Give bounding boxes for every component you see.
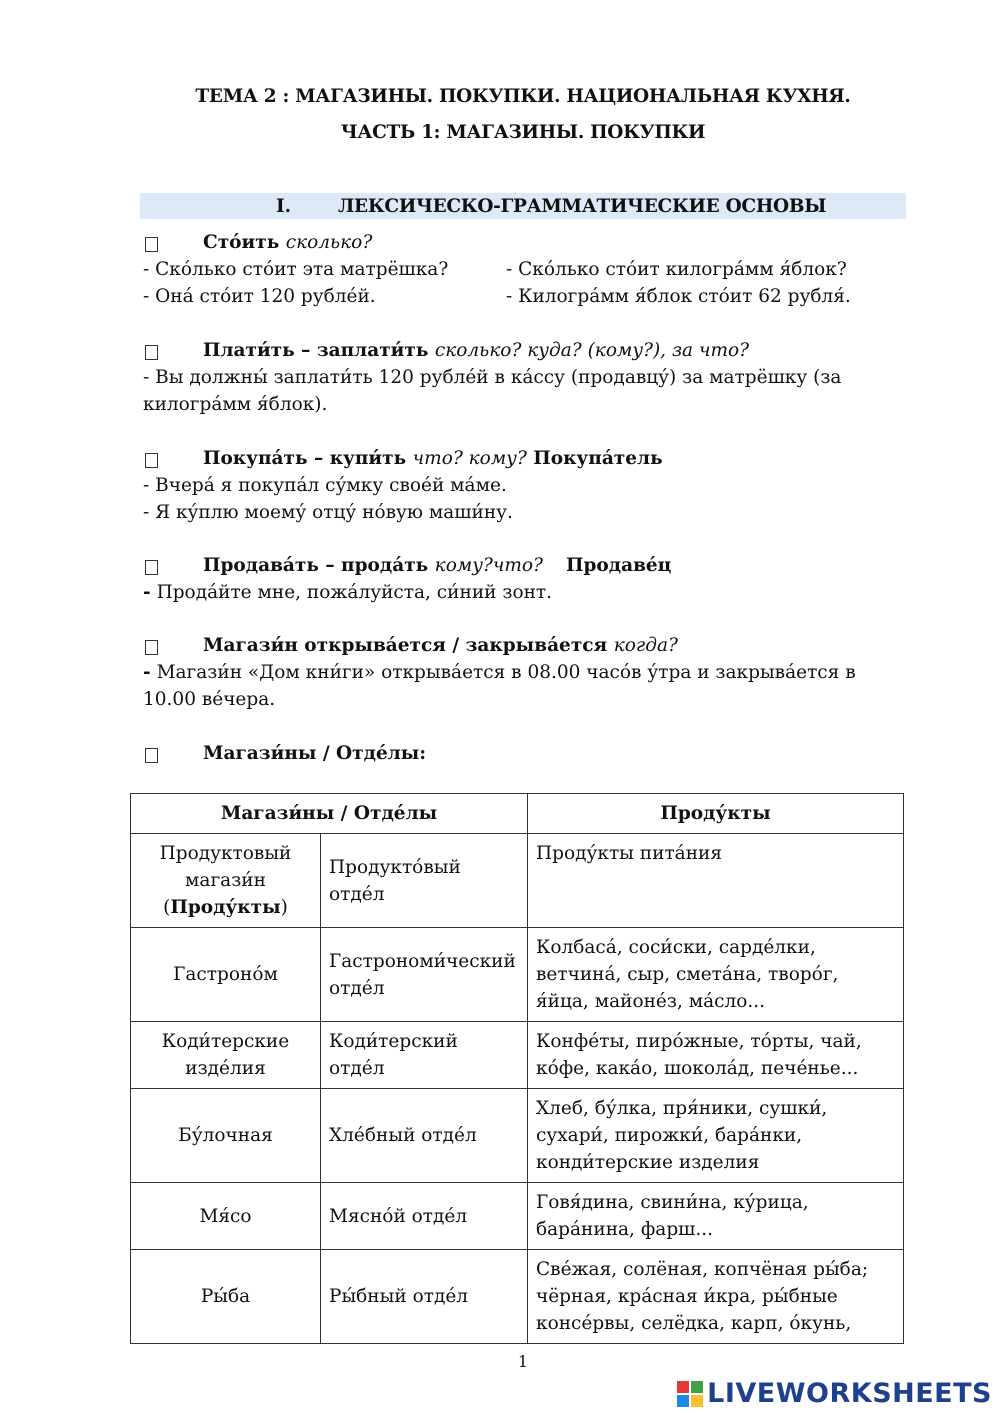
example-line: - Вы должны́ заплати́ть 120 рубле́й в ка́ссу (продавцу́) за матрёшку (за [143,367,842,388]
checkbox-prodavat[interactable] [145,560,158,575]
shop-cell: Мя́со [131,1183,321,1250]
document-subtitle: ЧАСТЬ 1: МАГАЗИНЫ. ПОКУПКИ [340,122,706,143]
watermark-text: LIVEWORKSHEETS [707,1378,992,1409]
document-title: ТЕМА 2 : МАГАЗИНЫ. ПОКУПКИ. НАЦИОНАЛЬНАЯ КУХНЯ. [195,86,851,107]
example-line: - Ско́лько сто́ит килогра́мм я́блок? [506,259,847,280]
example-line: - Прода́йте мне, пожа́луйста, си́ний зонт. [143,582,553,603]
table-row [131,1022,904,1089]
products-cell: Проду́кты пита́ния [528,834,904,928]
item-otdely-heading: Магази́ны / Отде́лы: [203,743,427,764]
table-header-products: Проду́кты [528,794,904,834]
shop-cell: Ры́ба [131,1250,321,1344]
checkbox-stoit[interactable] [145,237,158,252]
shops-table [130,793,904,1344]
item-stoit-heading: Сто́ить сколько? [203,232,373,253]
liveworksheets-watermark [677,1378,992,1409]
checkbox-platit[interactable] [145,345,158,360]
section-title: ЛЕКСИЧЕСКО-ГРАММАТИЧЕСКИЕ ОСНОВЫ [338,196,827,217]
shop-cell: Гастроно́м [131,928,321,1022]
table-row [131,1250,904,1344]
example-line: - Вчера́ я покупа́л су́мку свое́й ма́ме. [143,475,507,496]
table-row [131,928,904,1022]
table-row [131,1183,904,1250]
example-line: - Килогра́мм я́блок сто́ит 62 рубля́. [506,286,851,307]
checkbox-otdely[interactable] [145,748,158,763]
example-line: 10.00 ве́чера. [143,689,276,710]
page-number: 1 [517,1352,529,1371]
section-number: I. [276,196,292,217]
products-cell: Конфе́ты, пиро́жные, то́рты, чай, ко́фе, кака́о, шокола́д, пече́нье... [528,1022,904,1089]
products-cell: Говя́дина, свини́на, ку́рица, бара́нина, фарш... [528,1183,904,1250]
department-cell: Ры́бный отде́л [321,1250,528,1344]
products-cell: Све́жая, солёная, копчёная ры́ба; чёрная, кра́сная и́кра, ры́бные консе́рвы, селёдка, карп, о́кунь, [528,1250,904,1344]
item-pokupat-heading: Покупа́ть – купи́ть что? кому? Покупа́тель [203,448,663,469]
example-line: - Магази́н «Дом кни́ги» открыва́ется в 08.00 часо́в у́тра и закрыва́ется в [143,662,856,683]
shop-cell: Бу́лочная [131,1089,321,1183]
table-row [131,834,904,928]
item-prodavat-heading: Продава́ть – прода́ть кому?что? [203,555,543,576]
products-cell: Хлеб, бу́лка, пря́ники, сушки́, сухари́, пирожки́, бара́нки, конди́терские изделия [528,1089,904,1183]
example-line: - Я ку́плю моему́ отцу́ но́вую маши́ну. [143,502,513,523]
item-prodavat-noun: Продаве́ц [566,555,672,576]
example-line: - Она́ сто́ит 120 рубле́й. [143,286,376,307]
table-row [131,1089,904,1183]
department-cell: Гастрономи́ческий отде́л [321,928,528,1022]
checkbox-pokupat[interactable] [145,453,158,468]
shop-cell: Продуктовый магази́н (Проду́кты) [131,834,321,928]
table-header-row [131,794,904,834]
example-line: килогра́мм я́блок). [143,394,328,415]
example-line: - Ско́лько сто́ит эта матрёшка? [143,259,449,280]
department-cell: Мясно́й отде́л [321,1183,528,1250]
item-magazin-heading: Магази́н открыва́ется / закрыва́ется когда? [203,635,678,656]
liveworksheets-logo-icon [677,1381,703,1407]
table-header-shops: Магази́ны / Отде́лы [131,794,528,834]
shop-cell: Коди́терские изде́лия [131,1022,321,1089]
department-cell: Коди́терский отде́л [321,1022,528,1089]
department-cell: Хле́бный отде́л [321,1089,528,1183]
department-cell: Продукто́вый отде́л [321,834,528,928]
item-platit-heading: Плати́ть – заплати́ть сколько? куда? (кому?), за что? [203,340,750,361]
checkbox-magazin[interactable] [145,640,158,655]
products-cell: Колбаса́, соси́ски, сарде́лки, ветчина́, сыр, смета́на, творо́г, я́йца, майоне́з, ма́сло... [528,928,904,1022]
